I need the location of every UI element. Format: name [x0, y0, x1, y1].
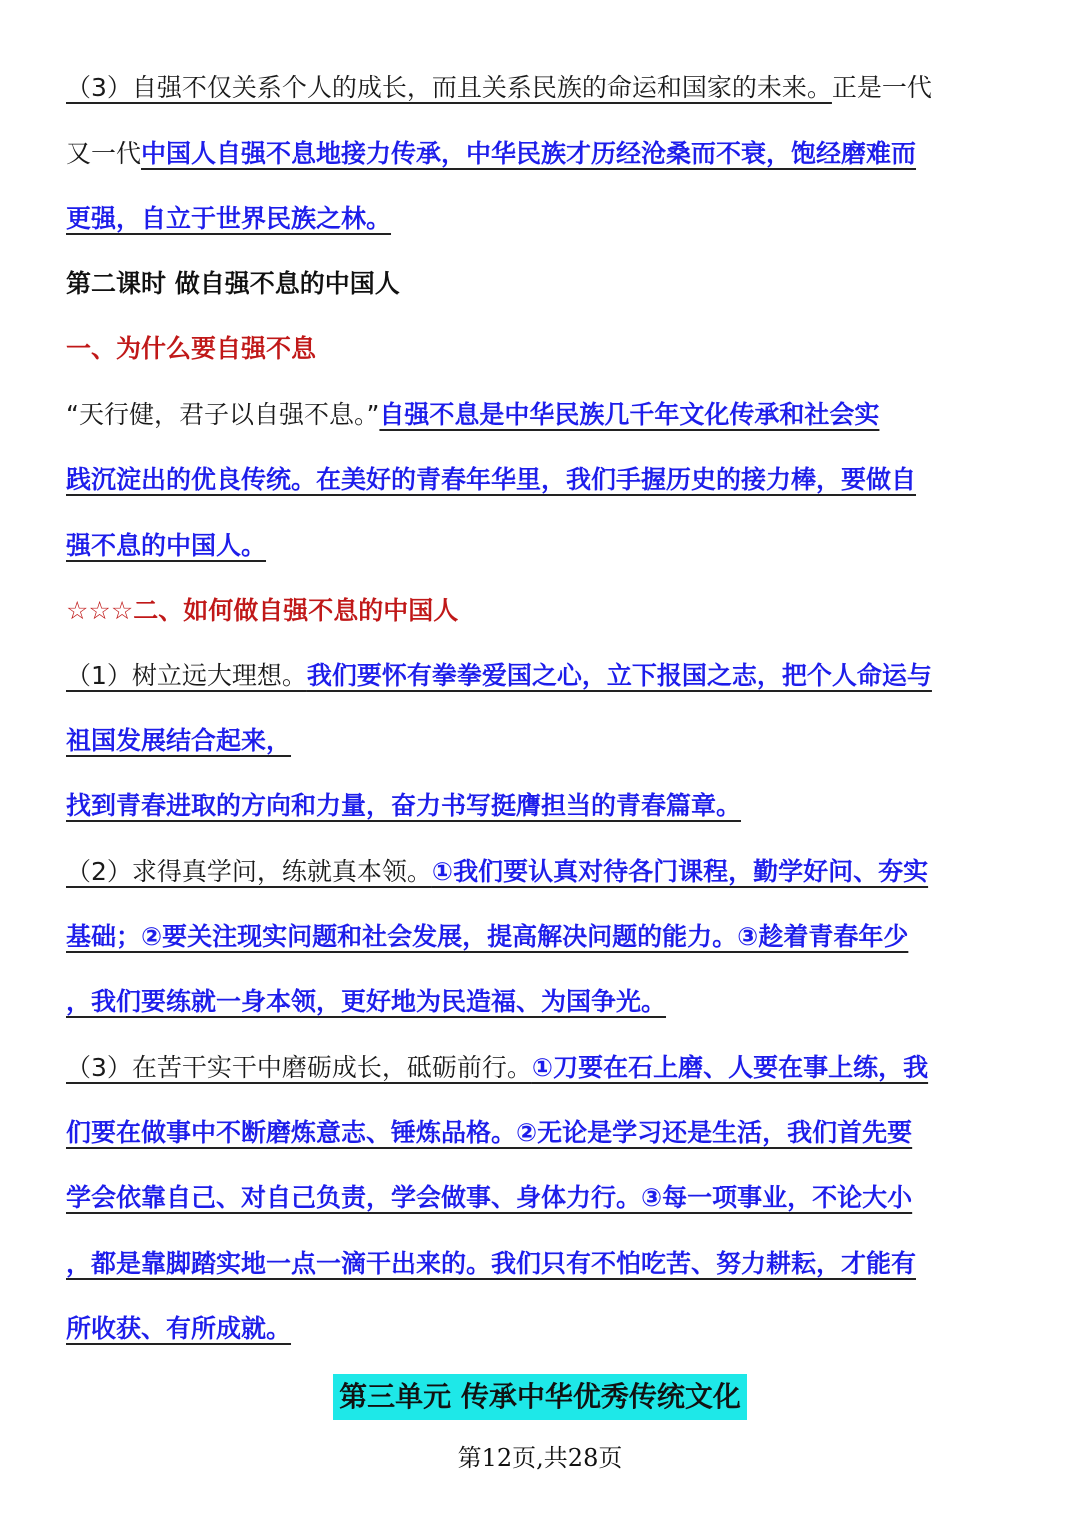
- section-2-heading: [66, 591, 1026, 631]
- section-2-title: 二、如何做自强不息的中国人: [133, 596, 459, 625]
- item-3-answer-3: 学会依靠自己、对自己负责，学会做事、身体力行。③每一项事业，不论大小: [66, 1183, 913, 1212]
- page-footer: 第12页,共28页: [457, 1444, 623, 1472]
- paragraph-3-line-1: [66, 68, 1026, 108]
- item-3-line-4: [66, 1244, 1026, 1284]
- paragraph-3-connector-2: 又一代: [66, 139, 142, 168]
- section-1-line-3: [66, 526, 1026, 566]
- star-icon: ☆☆☆: [66, 596, 134, 625]
- item-2-label: （2）求得真学问，练就真本领。: [66, 857, 432, 886]
- item-1-line-3: [66, 786, 1026, 826]
- paragraph-3-connector: 正是一代: [831, 73, 932, 102]
- item-1-line-2: [66, 721, 1026, 761]
- item-2-line-2: [66, 917, 1026, 957]
- section-1-line-1: [66, 395, 1026, 435]
- item-2-line-3: [66, 982, 1026, 1022]
- item-3-answer-1: ①刀要在石上磨、人要在事上练，我: [531, 1053, 929, 1082]
- item-1-answer-2: 祖国发展结合起来，: [66, 726, 292, 755]
- unit-title: 第三单元 传承中华优秀传统文化: [333, 1374, 747, 1420]
- item-1-label: （1）树立远大理想。: [66, 661, 307, 690]
- lesson-title: 第二课时 做自强不息的中国人: [66, 269, 400, 298]
- paragraph-3-line-3: [66, 199, 1026, 239]
- item-3-line-5: [66, 1309, 1026, 1349]
- item-2-answer-3: ，我们要练就一身本领，更好地为民造福、为国争光。: [66, 987, 667, 1016]
- item-3-line-1: [66, 1048, 1026, 1088]
- section-1-quote: “天行健，君子以自强不息。”: [66, 400, 380, 429]
- paragraph-3-intro: （3）自强不仅关系个人的成长，而且关系民族的命运和国家的未来。: [66, 73, 832, 102]
- item-3-line-3: [66, 1178, 1026, 1218]
- item-3-label: （3）在苦干实干中磨砺成长，砥砺前行。: [66, 1053, 532, 1082]
- item-3-answer-2: 们要在做事中不断磨炼意志、锤炼品格。②无论是学习还是生活，我们首先要: [66, 1118, 913, 1147]
- section-1-answer-3: 强不息的中国人。: [66, 531, 267, 560]
- paragraph-3-answer-2: 更强，自立于世界民族之林。: [66, 204, 392, 233]
- item-3-answer-5: 所收获、有所成就。: [66, 1314, 292, 1343]
- section-1-answer-2: 践沉淀出的优良传统。在美好的青春年华里，我们手握历史的接力棒，要做自: [66, 465, 917, 494]
- section-1-line-2: [66, 460, 1026, 500]
- item-3-answer-4: ，都是靠脚踏实地一点一滴干出来的。我们只有不怕吃苦、努力耕耘，才能有: [66, 1249, 917, 1278]
- item-1-line-1: [66, 656, 1026, 696]
- item-1-answer-1: 我们要怀有拳拳爱国之心，立下报国之志，把个人命运与: [306, 661, 932, 690]
- item-2-answer-2: 基础；②要关注现实问题和社会发展，提高解决问题的能力。③趁着青春年少: [66, 922, 909, 951]
- item-1-answer-3: 找到青春进取的方向和力量，奋力书写挺膺担当的青春篇章。: [66, 791, 742, 820]
- paragraph-3-answer-1: 中国人自强不息地接力传承，中华民族才历经沧桑而不衰，饱经磨难而: [141, 139, 917, 168]
- section-1-title: 一、为什么要自强不息: [66, 334, 317, 363]
- item-2-line-1: [66, 852, 1026, 892]
- item-2-answer-1: ①我们要认真对待各门课程，勤学好问、夯实: [431, 857, 929, 886]
- paragraph-3-line-2: [66, 134, 1026, 174]
- section-1-answer-1: 自强不息是中华民族几千年文化传承和社会实: [379, 400, 880, 429]
- item-3-line-2: [66, 1113, 1026, 1153]
